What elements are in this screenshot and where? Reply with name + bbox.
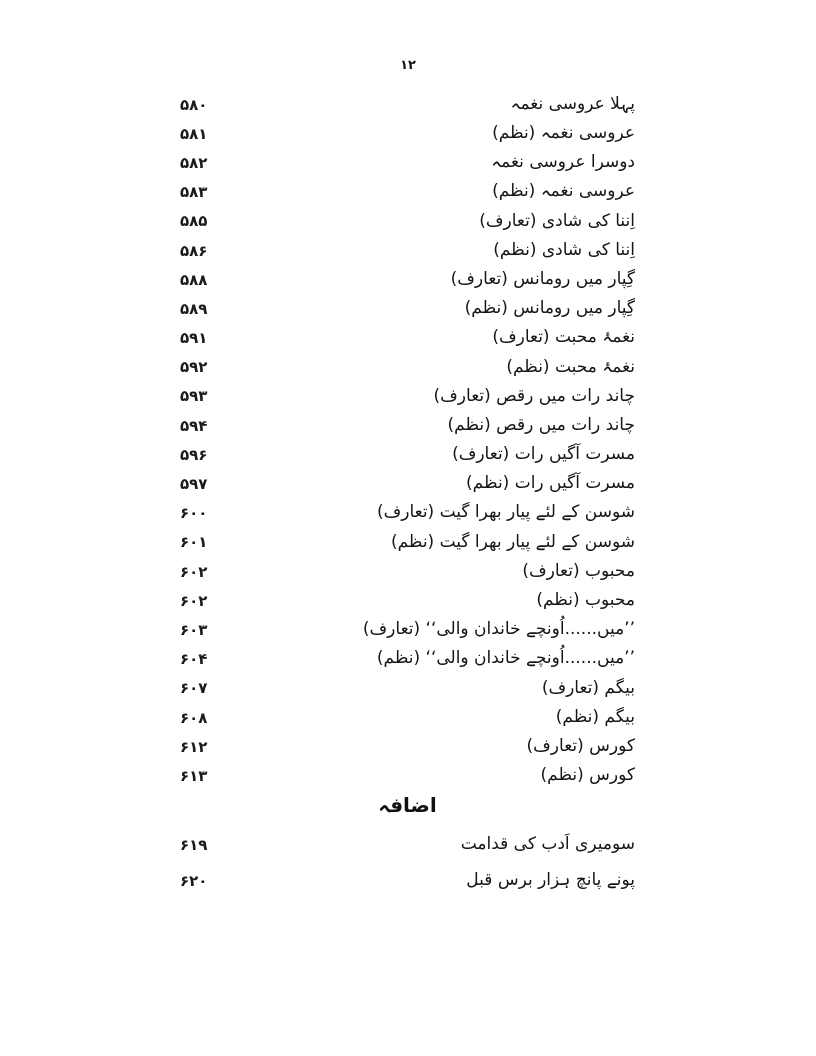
entry-page-number: ۶۰۲ (180, 591, 208, 610)
entry-page-number: ۵۹۶ (180, 445, 208, 464)
entry-page-number: ۶۰۲ (180, 562, 208, 581)
entry-page-number: ۵۹۷ (180, 475, 208, 494)
entry-title: گِپار میں رومانس (تعارف) (450, 268, 635, 289)
entry-title: دوسرا عروسی نغمہ (491, 152, 635, 173)
entry-title: اِننا کی شادی (نظم) (493, 239, 635, 260)
entry-page-number: ۶۰۱ (180, 533, 208, 552)
toc-entry-row (180, 90, 635, 119)
entry-title: نغمۂ محبت (نظم) (506, 356, 635, 377)
toc-entry-row (180, 645, 635, 674)
entry-page-number: ۵۹۳ (180, 387, 208, 406)
entry-title: چاند رات میں رقص (تعارف) (433, 385, 635, 406)
addendum-entry-list (180, 827, 635, 899)
entry-title: اِننا کی شادی (تعارف) (479, 210, 635, 231)
entry-page-number: ۶۰۰ (180, 504, 208, 523)
toc-entry-row (180, 324, 635, 353)
entry-title: ’’میں......اُونچے خاندان والی‘‘ (نظم) (376, 648, 635, 669)
entry-title: شوسن کے لئے پیار بھرا گیت (تعارف) (376, 502, 635, 523)
entry-title: محبوب (تعارف) (522, 560, 635, 581)
entry-title: محبوب (نظم) (536, 590, 635, 610)
entry-title: کورس (تعارف) (526, 735, 635, 756)
entry-title: پونے پانچ ہزار برس قبل (466, 869, 635, 890)
toc-entry-row (180, 382, 635, 411)
entry-page-number: ۵۹۲ (180, 358, 208, 377)
toc-entry-row (180, 732, 635, 761)
toc-entry-row (180, 236, 635, 265)
entry-title: عروسی نغمہ (نظم) (492, 123, 635, 143)
entry-title: مسرت آگیں رات (نظم) (466, 473, 635, 494)
toc-entry-row (180, 178, 635, 207)
entry-page-number: ۵۸۱ (180, 124, 208, 143)
entry-page-number: ۶۰۴ (180, 650, 208, 669)
toc-entry-row (180, 674, 635, 703)
entry-page-number: ۶۰۳ (180, 620, 208, 639)
section-heading-addendum: اضافہ (378, 792, 437, 817)
toc-entry-row (180, 615, 635, 644)
entry-page-number: ۵۸۲ (180, 153, 208, 172)
entry-title: نغمۂ محبت (تعارف) (492, 327, 635, 348)
entry-page-number: ۶۰۸ (180, 708, 208, 727)
toc-entry-row (180, 863, 635, 899)
toc-entry-row (180, 440, 635, 469)
entry-page-number: ۶۱۳ (180, 766, 208, 785)
toc-entry-row (180, 827, 635, 863)
entry-title: چاند رات میں رقص (نظم) (447, 414, 635, 435)
entry-title: کورس (نظم) (540, 765, 635, 786)
toc-entry-row (180, 294, 635, 323)
toc-entry-row (180, 469, 635, 498)
entry-page-number: ۵۹۱ (180, 329, 208, 348)
toc-entry-row (180, 528, 635, 557)
toc-entry-row (180, 207, 635, 236)
toc-entry-row (180, 148, 635, 177)
toc-entry-row (180, 703, 635, 732)
toc-entry-row (180, 499, 635, 528)
entry-page-number: ۶۰۷ (180, 679, 208, 698)
entry-title: بیگم (نظم) (555, 706, 635, 727)
entry-title: مسرت آگیں رات (تعارف) (452, 444, 635, 465)
toc-entry-row (180, 586, 635, 615)
toc-entry-row (180, 119, 635, 148)
entry-title: ’’میں......اُونچے خاندان والی‘‘ (تعارف) (362, 619, 635, 640)
entry-page-number: ۵۸۰ (180, 95, 208, 114)
entry-title: سومیری اَدب کی قدامت (460, 833, 635, 854)
entry-page-number: ۵۸۹ (180, 299, 208, 318)
entry-page-number: ۶۱۹ (180, 835, 208, 854)
entry-title: بیگم (تعارف) (541, 677, 635, 698)
entry-title: شوسن کے لئے پیار بھرا گیت (نظم) (390, 531, 635, 552)
entry-page-number: ۶۲۰ (180, 871, 208, 890)
toc-entry-row (180, 761, 635, 790)
toc-entry-row (180, 265, 635, 294)
entry-page-number: ۵۸۸ (180, 270, 208, 289)
entry-page-number: ۵۸۶ (180, 241, 208, 260)
toc-entry-row (180, 353, 635, 382)
entry-title: گِپار میں رومانس (نظم) (464, 298, 635, 319)
table-of-contents (180, 90, 635, 899)
entry-page-number: ۵۹۴ (180, 416, 208, 435)
entry-title: پہلا عروسی نغمہ (510, 93, 635, 114)
entry-page-number: ۵۸۵ (180, 212, 208, 231)
entry-page-number: ۶۱۲ (180, 737, 208, 756)
toc-entry-row (180, 411, 635, 440)
entry-title: عروسی نغمہ (نظم) (492, 181, 635, 202)
page-number: ۱۲ (400, 58, 416, 73)
toc-entry-list (180, 90, 635, 791)
entry-page-number: ۵۸۳ (180, 183, 208, 202)
toc-entry-row (180, 557, 635, 586)
